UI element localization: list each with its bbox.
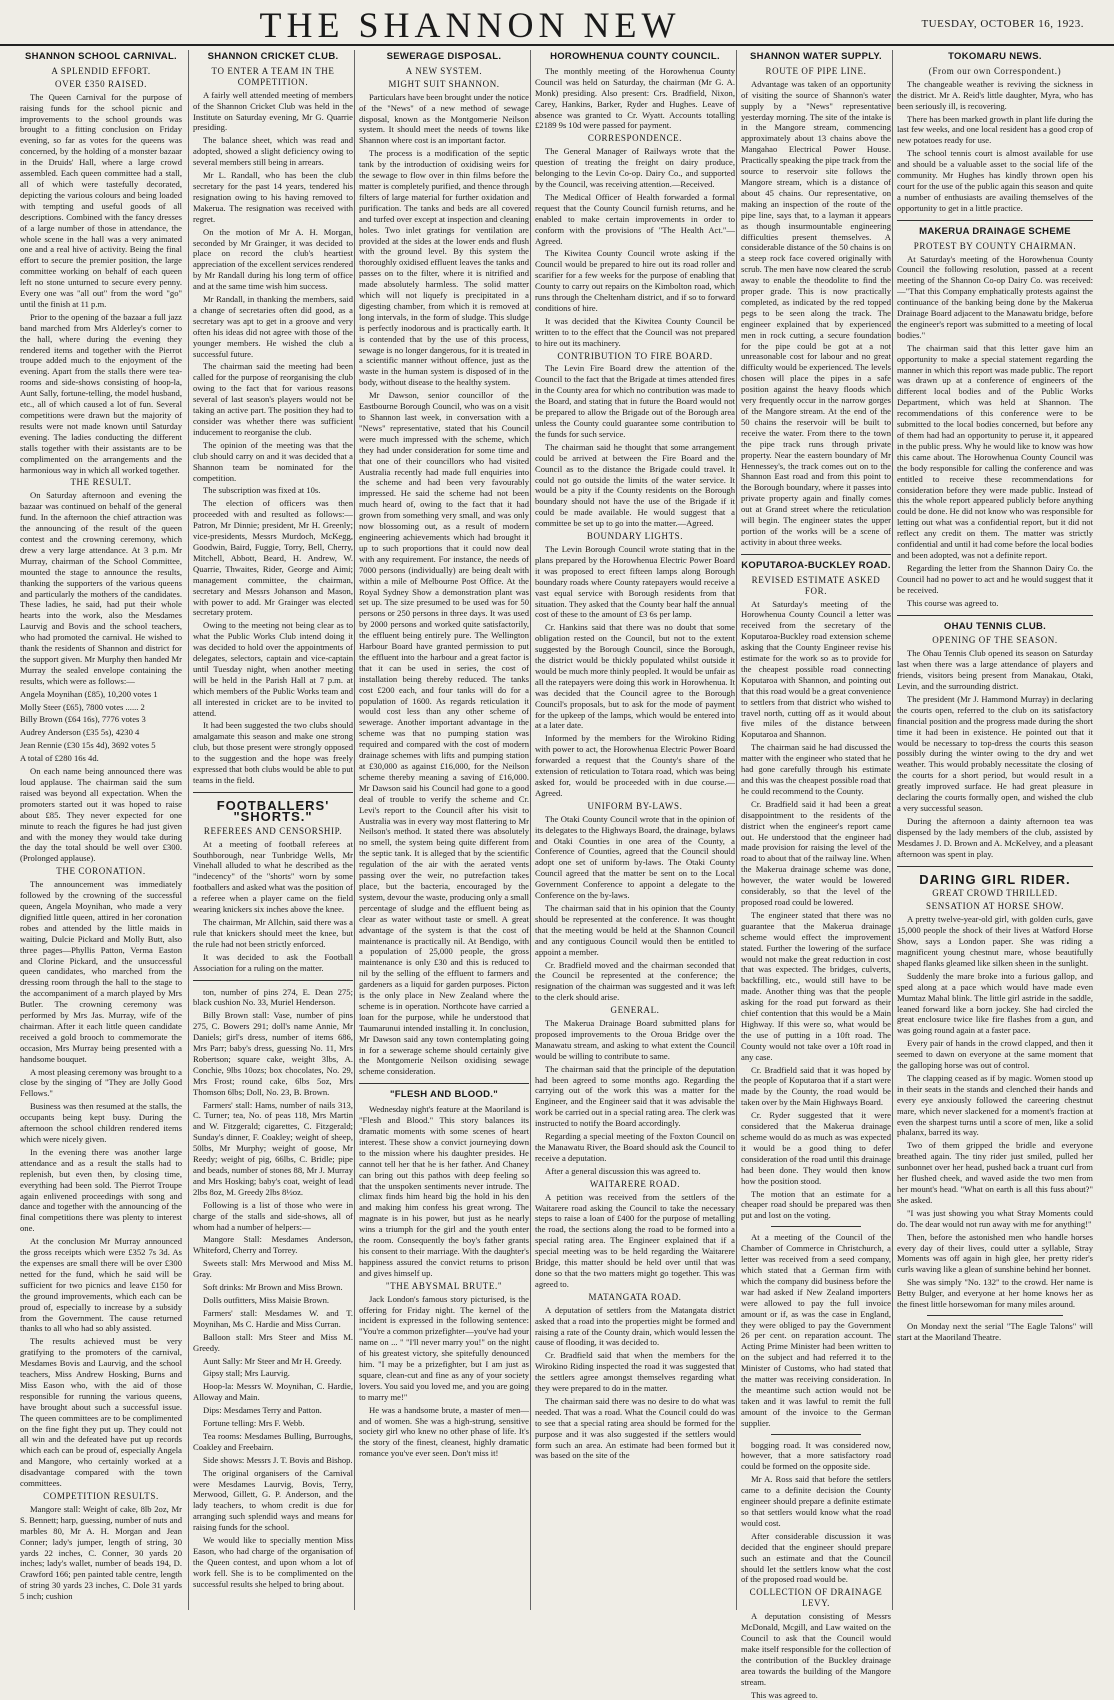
paragraph: Soft drinks: Mr Brown and Miss Brown. [193, 1282, 353, 1293]
section-heading: UNIFORM BY-LAWS. [535, 801, 735, 812]
result-row: Jean Rennie (£30 15s 4d), 3692 votes 5 [20, 740, 182, 751]
masthead [0, 0, 1114, 46]
paragraph: Wednesday night's feature at the Maoriland is "Flesh and Blood." This story balances its dramatic moments with some scenes of heart interest. These show a convict journeying down to the mission where his daughter presides. He cannot tell her that he is her father. And Chaney can bring out this pathos with deep feeling so that the unspoken sentiments never intrude. The climax finds him heard big the hold in his den and making him confess his great wrong. The magnate is in his power, but just as he nearly wins a triumph for the girl and the youth enter the room. Consequently the boy's father grants his consent to their marriage. With the daughter's happiness assured the convict returns to prison and gives himself up. [359, 1104, 529, 1279]
paragraph: The announcement was immediately followed by the crowning of the successful queen, Angela Moynihan, who made a very dignified little queen, attired in her coronation robes and attended by the little maids in waiting, Dulcie Pickard and Molly Butt, also three pages—Phyllis Patton, Verma Easton and Clorine Pickard, and the unsuccessful queen candidates, who marched from the dressing room through the hall to the stage to the accompaniment of a march played by Mrs Butler. The crowning ceremony was performed by Mrs Jas. Murray, wife of the chairman. After it each little queen candidate received a gold brooch to commemorate the occasion, Mrs Murray being presented with a handsome bouquet. [20, 879, 182, 1064]
subhead: OPENING OF THE SEASON. [897, 635, 1093, 646]
paragraph: ton, number of pins 274, E. Dean 275; black cushion No. 33, Muriel Henderson. [193, 987, 353, 1009]
divider [193, 980, 353, 981]
column-6 [892, 50, 1097, 1610]
paragraph: Business was then resumed at the stalls, the occupants being kept busy. During the afternoon the school children rendered items which were nicely given. [20, 1101, 182, 1145]
paragraph: Cr. Bradfield said it had been a great disappointment to the residents of the district when the engineer's report came out. He understood that the engineer had made provision for raising the level of the road to about that of the railway line. When the Makerua drainage scheme was done, however, the water would be lowered considerably, so that the level of the proposed road could be lowered. [741, 799, 891, 908]
column-1 [20, 50, 186, 1610]
paragraph: The chairman said that in his opinion that the County should be represented at the conference. It was thought that the meeting would be held at the Shannon Council and any contiguous Council would then be entitled to appoint a member. [535, 903, 735, 958]
paragraph: Cr. Bradfield said that it was hoped by the people of Koputaroa that if a start were made by the County, the road would be taken over by the Main Highways Board. [741, 1065, 891, 1109]
divider [741, 554, 891, 555]
paragraph: The General Manager of Railways wrote that the question of treating the freight on dairy produce, belonging to the Levin Co-op. Dairy Co., and supported by the Council, was receiving attention.—Received. [535, 146, 735, 190]
headline-flesh-and-blood: "FLESH AND BLOOD." [359, 1090, 529, 1101]
result-row: Angela Moynihan (£85), 10,200 votes 1 [20, 689, 182, 700]
section-heading: THE CORONATION. [20, 866, 182, 877]
divider [193, 792, 353, 793]
paragraph: Mangore Stall: Mesdames Anderson, Whiteford, Cherry and Torrey. [193, 1234, 353, 1256]
paragraph: The Medical Officer of Health forwarded a formal request that the County Council furnish returns, and he enabled to make certain improvements in order to conform with the provisions of "The Health Act."—Agreed. [535, 192, 735, 247]
paragraph: The balance sheet, which was read and adopted, showed a slight deficiency owing to several members still being in arrears. [193, 135, 353, 168]
headline-ohau-tennis: OHAU TENNIS CLUB. [897, 622, 1093, 633]
paragraph: Following is a list of those who were in charge of the stalls and side-shows, all of whom had a number of helpers:— [193, 1200, 353, 1233]
subhead: OVER £350 RAISED. [20, 79, 182, 90]
paragraph: The Otaki County Council wrote that in the opinion of its delegates to the Highways Board, the drainage, bylaws and Otaki Counties in one area of the County, a Conference of Counties, agreed that the Council should adopt one set of uniform by-laws. The Otaki County Council agreed that the matter be sent on to the Local Government Conference to appoint a delegate to the Conference on the by-laws. [535, 814, 735, 901]
paragraph: On Saturday afternoon and evening the bazaar was continued on behalf of the general fund. In the afternoon the chief attraction was the announcing of the result of the queen contest and the crowning ceremony, which drew a very large attendance. At 3 p.m. Mr Murray, chairman of the School Committee, mounted the stage to announce the results, thanking the supporters of the various queens and particularly the mothers of the candidates. These ladies, he said, had put their whole hearts into the work, also the Mesdames Laurvig and Bovis and the school teachers, who had promoted the carnival. He wished to thank the residents of Shannon and district for the support given. Mr Murphy then handed Mr Murray the sealed envelope containing the results, which were as follows:— [20, 490, 182, 686]
paragraph: Fortune telling: Mrs F. Webb. [193, 1418, 353, 1429]
paragraph: Sweets stall: Mrs Merwood and Miss M. Gray. [193, 1258, 353, 1280]
paragraph: Regarding the letter from the Shannon Dairy Co. the Council had no power to act and he would suggest that it be received. [897, 563, 1093, 596]
column-2 [188, 50, 357, 1610]
paragraph: Mr L. Randall, who has been the club secretary for the past 14 years, tendered his resignation owing to his having removed to Makerua. The resignation was received with regret. [193, 170, 353, 225]
divider [359, 1083, 529, 1084]
paragraph: The results achieved must be very gratifying to the promoters of the carnival, Mesdames Bovis and Laurvig, and the school teachers, Miss Andrew Hosking, Burns and Miss Eason who, with the aid of those responsible for running the various queens, have brought about such a successful issue. The queen committees are to be complimented on the fine fight they put up. They could not all win and the defeated have put up records which each can be proud of, especially Angela and Mangore, who certainly worked at a disadvantage compared with the town committees. [20, 1336, 182, 1489]
paragraph: A deputation of settlers from the Matangata district asked that a road into the properties might be formed and raising a rate of the County drain, which would lessen the cause of flooding, it was decided to. [535, 1305, 735, 1349]
section-heading: THE RESULT. [20, 477, 182, 488]
paragraph: In the evening there was another large attendance and as a result the stalls had to replenish, but even then, by closing time, everything had been sold. The Pierrot Troupe again enlivened proceedings with song and dance and together with the announcing of the final competitions there was plenty to interest one. [20, 1147, 182, 1234]
paragraph: Informed by the members for the Wirokino Riding with power to act, the Horowhenua Electric Power Board forwarded a request that the County's share of the extension of reticulation to Totara road, which was being asked for, would be proceeded with in due course.—Agreed. [535, 733, 735, 798]
paragraph: Owing to the meeting not being clear as to what the Public Works Club intend doing it was decided to hold over the appointments of delegates, selectors, captain and vice-captain until Tuesday night, when another meeting will be held in the Parish Hall at 7 p.m. at which members of the Public Works team and all interested in cricket are to be invited to attend. [193, 620, 353, 718]
headline-footballers-shorts: FOOTBALLERS' "SHORTS." [193, 801, 353, 823]
headline-school-carnival: SHANNON SCHOOL CARNIVAL. [20, 52, 182, 63]
divider [927, 1315, 1063, 1316]
paragraph: The chairman said there was no desire to do what was needed. That was a road. What the Council could do was to see that a special rating area should be formed for the purpose and it was also suggested if the settlers would form such an area. An estimate had been formed but it was based on the site of the [535, 1396, 735, 1461]
paragraph: Advantage was taken of an opportunity of visiting the source of Shannon's water supply by a "News" representative yesterday morning. The site of the intake is in the Mangore stream, commencing approximately about 13 chains above the Mangahao Electrical Power House. Practically speaking the pipe track from the source to reservoir site follows the Mangore stream, which is a distance of about 45 chains. Our representative, on making an inspection of the route of the pipe line, says that, to a layman it appears as though insurmountable engineering difficulties present themselves. A considerable distance of the 50 chains is on a steep rock face covered originally with scrub. The men have now cleared the scrub away to enable the theodolite to find the proper grade. This is now practically completed, as indicated by the red topped pegs to be seen along the track. The engineer explained that by experienced men in rock cutting, a secure foundation for the pipe could be got at a not unreasonable cost for labour and no great difficulty would be experienced. The levels chosen will place the pipes in a safe position against the heavy floods which very frequently occur in the narrow gorges of the Mangore stream. At the end of the 50 chains the reservoir will be built to receive the water. From there to the town the pipe track runs through private property. Near the eastern boundary of Mr Hennessey's, the track comes out on to the Shannon East road and from this point to the Borough boundary, where it passes into private property again and finally comes out at Grand street where the reticulation will begin. The engineer states the upper portion of the works will be a scene of activity in about three weeks. [741, 79, 891, 548]
headline-cricket-club: SHANNON CRICKET CLUB. [193, 52, 353, 63]
section-heading: BOUNDARY LIGHTS. [535, 531, 735, 542]
paragraph: The school tennis court is almost available for use and should be a valuable asset to the social life of the community. Mr Hughes has kindly thrown open his court for the use of the public again this season and quite a number of enthusiasts are availing themselves of the opportunity to get in a little practice. [897, 148, 1093, 213]
result-row: Billy Brown (£64 16s), 7776 votes 3 [20, 714, 182, 725]
paragraph: At a meeting of the Council of the Chamber of Commerce in Christchurch, a letter was received from a seed company, which stated that a German firm with which the company did business before the war had asked if New Zealand importers were allowed to pay the full invoice amount or if, as was the case in England, they were obliged to pay the Government 26 per cent. on reparation account. The Acting Prime Minister had been written to on the subject and had referred it to the Minister of Customs, who had stated that the matter was receiving consideration. In the meantime such action would not be taken and it was lawful to remit the full amount of the invoice to the German supplier. [741, 1232, 891, 1428]
paragraph: Jack London's famous story picturised, is the offering for Friday night. The kernel of the incident is expressed in the following sentence: "You're a common prizefighter—you've had your name on ... " "I'll never marry you!" on the night of his greatest victory, she spitefully denounced him. "I may be a prizefighter, but I am just as square, clean-cut and fine as any of your society lovers. You said you loved me, and you are going to marry me!" [359, 1294, 529, 1403]
paragraph: Particulars have been brought under the notice of the "News" of a new method of sewage disposal, known as the Montgomerie Neilson system. It should meet the needs of towns like Shannon where cost is an important factor. [359, 92, 529, 147]
paragraph: Mr Randall, in thanking the members, said a change of secretaries often did good, as a secretary was apt to get in a groove and very often his ideas did not agree with those of the younger members. He wished the club a successful future. [193, 294, 353, 359]
headline-tokomaru-news: TOKOMARU NEWS. [897, 52, 1093, 63]
result-total: A total of £280 16s 4d. [20, 753, 182, 764]
paragraph: Then, before the astonished men who handle horses every day of their lives, could utter a syllable, Stray Moments was off again in high glee, her pretty rider's curls waving like a glean of sunshine behind her bonnet. [897, 1232, 1093, 1276]
paragraph: Cr. Bradfield moved and the chairman seconded that the Council be represented at the conference; the resignation of the chairman was suggested and it was left to the clerk should arise. [535, 960, 735, 1004]
paragraph: At Saturday's meeting of the Horowhenua County Council a letter was received from the secretary of the Koputaroa-Buckley road extension scheme asking that the County Engineer revise his estimate for the work so as to provide for the cheapest possible road connecting Koputaroa with Shannon, and pointing out that this road would be a great convenience to settlers from that district who wished to travel north, cutting off as it would about five miles of the distance between Koputaroa and Shannon. [741, 599, 891, 741]
paragraph: The chairman, Mr Allchin, said there was a rule that knickers should meet the knee, but the rule had not been strictly enforced. [193, 917, 353, 950]
headline-makerua-drainage: MAKERUA DRAINAGE SCHEME [897, 227, 1093, 238]
section-heading: CORRESPONDENCE. [535, 133, 735, 144]
subhead: ROUTE OF PIPE LINE. [741, 66, 891, 77]
paragraph: Farmers' stall: Hams, number of nails 313, C. Turner; tea, No. of peas 118, Mrs Martin and W. Fitzgerald; cigarettes, C. Fitzgerald; Sunday's dinner, F. Coakley; weight of sheep, 50lbs, Mr Murphy; weight of goose, Mr Reedy; weight of pig, 66lbs, C. Bridle; pipe and beads, number of stones 88, Mr J. Murray and Mrs Hosking; baby's coat, weight of lead 2lbs 8oz, M. Greedy 2lbs 8½oz. [193, 1100, 353, 1198]
divider [897, 615, 1093, 616]
result-row: Molly Steer (£65), 7800 votes ...... 2 [20, 702, 182, 713]
paragraph: Mr A. Ross said that before the settlers came to a definite decision the County engineer should prepare a definite estimate so that settlers would know what the road would cost. [741, 1474, 891, 1529]
paragraph: After a general discussion this was agreed to. [535, 1166, 735, 1177]
paragraph: The election of officers was then proceeded with and resulted as follows:— Patron, Mr Dinnie; president, Mr H. Greenly; vice-presidents, Messrs Murdoch, McKegg, Goodwin, Baird, Fuggie, Torry, Bell, Cherry, Mitchell, Abbott, Beard, H. Andrew, W. Quarrie, Thwaites, Rider, George and Aimi; management committee, the chairman, secretary and Messrs Johanson and Mason, with power to add. Mr Grainger was elected secretary protem. [193, 498, 353, 618]
section-heading: MATANGATA ROAD. [535, 1292, 735, 1303]
headline-county-council: HOROWHENUA COUNTY COUNCIL. [535, 52, 735, 63]
paragraph: The clapping ceased as if by magic. Women stood up in their seats in the stands and clenched their hands and every eye anxiously followed the careering chestnut mare, which never slackened for a moment's fraction at even the sharpest turns until a score of men, like a solid phalanx, barred its way. [897, 1073, 1093, 1138]
paragraph: Billy Brown stall: Vase, number of pins 275, C. Bowers 291; doll's name Annie, Mr Daniels; girl's dress, number of items 686, Mrs Parr; baby's dress, guessing No. 11, Mrs Robertson; square cake, weight 3lbs, A. Conchie, 9lbs 10ozs; box chocolates, No. 29, Mrs Frost; round cake, 6lbs 5oz, Mrs Thomson 6lbs; Doll, No. 23, B. Brown. [193, 1010, 353, 1097]
paragraph: He was a handsome brute, a master of men—and of women. She was a high-strung, sensitive society girl who knew no other phase of life. It's the story of the finest, cleanest, highly dramatic romance you've ever seen. Don't miss it! [359, 1405, 529, 1460]
section-heading: COMPETITION RESULTS. [20, 1491, 182, 1502]
paragraph: The monthly meeting of the Horowhenua County Council was held on Saturday, the chairman (Mr G. A. Monk) presiding. Also present: Crs. Bradfield, Nixon, Carey, Hankins, Barker, Ryder and Hughes. Leave of absence was granted to Cr. Wyatt. Accounts totalling £2189 9s 10d were passed for payment. [535, 66, 735, 131]
headline-sewerage-disposal: SEWERAGE DISPOSAL. [359, 52, 529, 63]
paragraph: Mangore stall: Weight of cake, 8lb 2oz, Mr S. Bennett; harp, guessing, number of nuts and marbles 80, Mr A. H. Morgan and Jean Conner; lady's jumper, length of string, 30 yards 22 inches, C. Conner, 30 yards 20 inches; lady's wallet, number of beads 194, D. Crawford 166; pen painted table centre, length of string 30 yards 23 inches, C. Dole 31 yards 5 inch; cushion [20, 1504, 182, 1602]
paragraph: The subscription was fixed at 10s. [193, 485, 353, 496]
paragraph: The original organisers of the Carnival were Mesdames Laurvig, Bovis, Terry, Merwood, Gillett, G. P. Anderson, and the lady teachers, to whom credit is due for arranging such splendid ways and means for raising funds for the school. [193, 1468, 353, 1533]
paragraph: Dolls outfitters, Miss Maisie Brown. [193, 1295, 353, 1306]
paragraph: The opinion of the meeting was that the club should carry on and it was decided that a Shannon team be nominated for the competition. [193, 440, 353, 484]
paragraph: The Queen Carnival for the purpose of raising funds for the school picnic and improvements to the school grounds was brought to a fitting conclusion on Friday evening, so far as votes for the queens was concerned, by the holding of a monster bazaar in the Druids' Hall, where a large crowd assembled. Each queen committee had a stall, all of which were tastefully decorated, depicting the various colours and being loaded with tempting and useful goods of all descriptions. Combined with the fancy dresses of a large number of those in attendance, the whole scene in the hall was a very animated one and a real hive of activity. Being the final effort to secure the premier position, the large committee working on behalf of each queen left no stone unturned to secure every penny. Every one was "all out" from the word "go" until the finish at 11 p.m. [20, 92, 182, 310]
paragraph: On each name being announced there was loud applause. The chairman said the sum raised was beyond all expectation. When the promoters started out it was hoped to raise about £85. They never expected for one minute to reach the figures he had just given and with the money they would take during the day the total should be well over £300. (Prolonged applause). [20, 766, 182, 864]
paragraph: Cr. Bradfield said that when the members for the Wirokino Riding inspected the road it was suggested that the settlers agree amongst themselves regarding what they were prepared to do in the matter. [535, 1350, 735, 1394]
paragraph: This was agreed to. [741, 1690, 891, 1700]
subhead: A NEW SYSTEM. [359, 66, 529, 77]
paragraph: It had been suggested the two clubs should amalgamate this season and make one strong club, but those present were strongly opposed to the suggestion and the hope was freely expressed that both clubs would be able to put teams in the field. [193, 720, 353, 785]
paragraph: The Levin Borough Council wrote stating that in the plans prepared by the Horowhenua Electric Power Board it was proposed to erect fifteen lamps along Borough boundary roads where County ratepayers would receive a vast equal service with Borough residents from that situation. They asked that the County bear half the annual cost of these to the amount of £3 6s per lamp. [535, 544, 735, 620]
divider [897, 220, 1093, 221]
paragraph: Hoop-la: Messrs W. Moynihan, C. Hardie, Alloway and Main. [193, 1381, 353, 1403]
paragraph: A deputation consisting of Messrs McDonald, Mcgill, and Law waited on the Council to ask that the Council would make itself responsible for the collection of the contribution of the Buckley drainage area towards the building of the Mangore stream. [741, 1611, 891, 1687]
newspaper-title: THE SHANNON NEW [120, 4, 820, 46]
paragraph: At Saturday's meeting of the Horowhenua County Council the following resolution, passed at a recent meeting of the Shannon Co-op Dairy Co. was received:—"That this Company emphatically protests against the continuance of the banking being done by the Makerua Drainage Board adjacent to the Manawatu bridge, before the engineer's report was submitted to a meeting of local bodies." [897, 254, 1093, 341]
paragraph: The chairman said the meeting had been called for the purpose of reorganising the club owing to the fact that for various reasons several of last season's players would not be taking an active part. The position they had to consider was whether there was sufficient inducement to reorganise the club. [193, 361, 353, 437]
paragraph: She was simply "No. 132" to the crowd. Her name is Betty Bulger, and everyone at her home knows her as the finest little horsewoman for many miles around. [897, 1277, 1093, 1310]
paragraph: On the motion of Mr A. H. Morgan, seconded by Mr Grainger, it was decided to place on record the club's heartiest appreciation of the excellent services rendered by Mr Randall during his long term of office and at the same time wish him success. [193, 227, 353, 292]
paragraph: Suddenly the mare broke into a furious gallop, and sped along at a pace which would have made even Mumtaz Mahal blink. The little girl astride in the saddle, leaned forward like a born jockey. She had circled the great enclosure twice like fire flashes from a gun, and was going round again at a faster pace. [897, 971, 1093, 1036]
subhead: REFEREES AND CENSORSHIP. [193, 826, 353, 837]
paragraph: The changeable weather is reviving the sickness in the district. Mr A. Reid's little daughter, Myra, who has been seriously ill, is recovering. [897, 79, 1093, 112]
paragraph: The chairman said that this letter gave him an opportunity to make a special statement regarding the manner in which this report was made public. The report was drawn up at a conference of engineers of the different local bodies and of the Public Works Department, which was held at Shannon. The recommendations of this conference were to be submitted to the local bodies concerned, but before any of them had had an opportunity to peruse it, it appeared in the public press. Why he would like to know was how this came about. The Horowhenua County Council was the body responsible for calling the conference and was entitled to receive these recommendations for consideration before they were made public. Instead of this the whole report appeared publicly before anything could be done. He did not know who was responsible for letting out what was a confidential report, but it did not reflect any credit on them. The matter was strictly confidential and until it had come before the local bodies and been adopted, was not a definite report. [897, 343, 1093, 561]
divider [771, 1226, 861, 1227]
paragraph: The Levin Fire Board drew the attention of the Council to the fact that the Brigade at times attended fires in the County area for which no contribution was made to the Board, and stating that in future the Board would not be prepared to allow the Brigade out of the Borough area unless the County could guarantee some contribution to the funds for such service. [535, 363, 735, 439]
paragraph: It was decided that the Kiwitea County Council be written to to the effect that the Council was not prepared to hire out its machinery. [535, 316, 735, 349]
paragraph: The chairman said he thought that some arrangement could be arrived at between the Fire Board and the Council as to the distance the Brigade could travel. It could not go outside the limits of the water service. It would be a pity if the County residents on the Borough boundary should not have the use of the Brigade if it could be made available. He would suggest that a committee be set up to go into the matter.—Agreed. [535, 442, 735, 529]
paragraph: Farmers' stall: Mesdames W. and T. Moynihan, Ms C. Hardie and Miss Curran. [193, 1308, 353, 1330]
paragraph: Regarding a special meeting of the Foxton Council on the Manawatu River, the Board should ask the Council to receive a deputation. [535, 1131, 735, 1164]
column-4 [530, 50, 739, 1610]
subhead: MIGHT SUIT SHANNON. [359, 79, 529, 90]
subhead: SENSATION AT HORSE SHOW. [897, 901, 1093, 912]
paragraph: The chairman said he had discussed the matter with the engineer who stated that he had gone carefully through his estimate and this was the cheapest possible road that he could recommend to the County. [741, 742, 891, 797]
subhead: PROTEST BY COUNTY CHAIRMAN. [897, 241, 1093, 252]
paragraph: Balloon stall: Mrs Steer and Miss M. Greedy. [193, 1332, 353, 1354]
results-list [20, 689, 182, 764]
paragraph: After considerable discussion it was decided that the engineer should prepare such an estimate and that the Council should let the settlers know what the cost of the proposed road would be. [741, 1531, 891, 1586]
paragraph: Mr Dawson, senior councillor of the Eastbourne Borough Council, who was on a visit to Shannon last week, in conversation with a "News" representative, stated that his Council were much impressed with the scheme, which they had under consideration for some time and that one of their councillors who had visited Australia recently had made full enquiries into the scheme and had been very favourably impressed. He said the scheme had not been much heard of, owing to the fact that it had grown from something very small, and was only now blossoming out, as a result of modern engineering achievements which had brought it up to such proportions that it could now deal with any requirement. For instance, the needs of 7000 persons (individually) are being dealt with within a mile of Melbourne Post Office. At the Royal Sydney Show a demonstration plant was set up. The size presumed to be used was for 50 persons or 250 persons in three days. It was used by 2000 persons and worked quite satisfactorily, the effluent being entirely pure. The Wellington Harbour Board have granted permission to put the effluent into the harbour and a great factor is that it can be used in series, the cost of installation being thereby reduced. The tanks cost £200 each, and four tanks will do for a population of 1600. As regards reticulation it would cost less than any other scheme of sewerage. Another important advantage in the scheme was that no pumping station was required and compared with the cost of modern drainage schemes with lifts and pumping station at £30,000 as against £16,000, for the Neilson scheme thereby meaning a saving of £16,000. Mr Dawson said his Council had gone to a good deal of trouble to verify the scheme and Cr. Levi's report to the Council after his visit to Australia was in every way most flattering to Mr Neilson's method. It stated there was absolutely no smell, the system being quite different from the septic tank. It is alleged that by the scientific regulation of the air with the aerated vents passing over the weir, no putrefaction takes place, but the bacteria, encouraged by the system, devour the waste, producing only a small percentage of sludge and the effluent being as clear as water without taste or smell. A great advantage of the system is that the cost of maintenance is practically nil. At Bendigo, with a population of 25,000 people, the gross maintenance is only £30 and this is reduced to nil by the selling of the effluent to farmers and gardeners as a liquid for garden purposes. Picton is the only place in New Zealand where the scheme is in operation. Northcote have carried a loan for the purpose, while he understood that Taumarunui intended installing it. In conclusion, Mr Dawson said any town contemplating going in for a sewerage scheme should certainly give the Montgomerie Neilson oxidising sewage scheme consideration. [359, 390, 529, 1077]
paragraph: The chairman said that the principle of the deputation had been agreed to some months ago. Regarding the carrying out of the work this was a matter for the Engineer, and the Engineer said that it was advisable the work be carried out in a special rating area. The clerk was instructed to notify the Board accordingly. [535, 1064, 735, 1129]
paragraph: This course was agreed to. [897, 598, 1093, 609]
paragraph: A fairly well attended meeting of members of the Shannon Cricket Club was held in the Institute on Saturday evening, Mr G. Quarrie presiding. [193, 90, 353, 134]
paragraph: On Monday next the serial "The Eagle Talons" will start at the Maoriland Theatre. [897, 1321, 1093, 1343]
paragraph: Every pair of hands in the crowd clapped, and then it seemed to dawn on everyone at the same moment that the galloping horse was out of control. [897, 1038, 1093, 1071]
section-heading: COLLECTION OF DRAINAGE LEVY. [741, 1587, 891, 1609]
headline-daring-girl-rider: DARING GIRL RIDER. [897, 875, 1093, 886]
section-heading: CONTRIBUTION TO FIRE BOARD. [535, 351, 735, 362]
issue-date: TUESDAY, OCTOBER 16, 1923. [921, 18, 1084, 30]
paragraph: Prior to the opening of the bazaar a full jazz band marched from Mrs Alderley's corner to the hall, where during the evening they rendered items and together with the Pierrot troupe added much to the enjoyment of the evening. Apart from the stalls there were tea-rooms and side-shows consisting of hoop-la, Aunt Sally, fortune-telling, the model husband, etc., all of which caused a lot of fun. Several competitions were drawn but the majority of results were not made known until Saturday evening. The ladies conducting the different stalls together with their assistants are to be complimented on the arrangements and the harmonious way in which all worked together. [20, 312, 182, 476]
result-row: Audrey Anderson (£35 5s), 4230 4 [20, 727, 182, 738]
paragraph: The engineer stated that there was no guarantee that the Makerua drainage scheme would effect the improvement stated. Further the lowering of the surface would not make the great reduction in cost that was expected. The bridges, culverts, backfilling, etc., would still have to be made. Another thing was that the people asking for the road put forward as their chief contention that this would be a Main Highway. If this were so, what would be the use of putting in a 10ft road. The County would not take over a 10ft road in any case. [741, 910, 891, 1063]
divider [771, 1434, 861, 1435]
paragraph: At a meeting of football referees at Southborough, near Tunbridge Wells, Mr Vinehall alluded to what he described as the "indecency" of the "shorts" worn by some footballers and asked what was the position of a referee when a player came on the field wearing knickers six inches above the knee. [193, 839, 353, 915]
column-3 [354, 50, 533, 1610]
paragraph: There has been marked growth in plant life during the last few weeks, and one local resident has a good crop of new potatoes ready for use. [897, 114, 1093, 147]
paragraph: "I was just showing you what Stray Moments could do. The dear would not run away with me for anything!" [897, 1208, 1093, 1230]
section-heading: "THE ABYSMAL BRUTE." [359, 1281, 529, 1292]
paragraph: The Kiwitea County Council wrote asking if the Council would be prepared to hire out its road roller and scarifier for a few weeks for the purpose of enabling that County to carry out repairs on the Kimbolton road, which runs through the Cheltenham district, and if so to forward conditions of hire. [535, 248, 735, 313]
headline-water-supply: SHANNON WATER SUPPLY. [741, 52, 891, 63]
paragraph: It was decided to ask the Football Association for a ruling on the matter. [193, 952, 353, 974]
paragraph: Side shows: Messrs J. T. Bovis and Bishop. [193, 1455, 353, 1466]
paragraph: We would like to specially mention Miss Eason, who had charge of the organisation of the Queen contest, and upon whom a lot of work fell. She is to be complimented on the successful results she helped to bring about. [193, 1535, 353, 1590]
paragraph: During the afternoon a dainty afternoon tea was dispensed by the lady members of the club, assisted by Mesdames J. D. Brown and A. McKelvey, and a pleasant afternoon was spent in play. [897, 816, 1093, 860]
paragraph: The process is a modification of the septic tank by the introduction of oxidising weirs for the sewage to flow over in thin films before the matter is completely purified, and thence through filters of large material for further oxidation and purification. The tanks and beds are all covered and turfed over except at inspection and cleaning holes. Two inlet gratings for ventilation are provided at the sides at the lower ends and flush with the ground level. By this system the thoroughly oxidised effluent leaves the tanks and passes on to the filter, where it is nitrified and made absolutely harmless. The solid matter which will not liquefy is precipitated in a digesting chamber, from which it is removed at long intervals, in the form of sludge. This sludge is perfectly inodorous and is practically earth. It is contended that by the use of this process, sewage is no longer dangerous, for it is treated in a scientific manner without offence, just as the waste in the human system is disposed of in the body, without disease to the healthy system. [359, 148, 529, 388]
divider [897, 866, 1093, 867]
paragraph: bogging road. It was considered now, however, that a more satisfactory road could be formed on the opposite side. [741, 1440, 891, 1473]
paragraph: A pretty twelve-year-old girl, with golden curls, gave 15,000 people the shock of their lives at Watford Horse Show, says a London paper. She was riding a magnificent young chestnut mare, whose beautifully shaped flanks gleamed like silken sheen in the sunlight. [897, 914, 1093, 969]
headline-koputaroa-road: KOPUTAROA-BUCKLEY ROAD. [741, 561, 891, 572]
paragraph: Tea rooms: Mesdames Bulling, Burroughs, Coakley and Freebairn. [193, 1431, 353, 1453]
subhead: GREAT CROWD THRILLED. [897, 888, 1093, 899]
paragraph: A most pleasing ceremony was brought to a close by the singing of "They are Jolly Good Fellows." [20, 1067, 182, 1100]
paragraph: The president (Mr J. Hammond Murray) in declaring the courts open, referred to the club on its satisfactory financial position and the progress made during the short time it had been in existence. He pointed out that it would be necessary to top-dress the courts this season possibly during the winter owing to the dry and wet weather. This would probably necessitate the closing of the courts for a short period, but would result in a greatly improved surface. He had great pleasure in declaring the courts formally open, and wished the club a very successful season. [897, 694, 1093, 814]
paragraph: Aunt Sally: Mr Steer and Mr H. Greedy. [193, 1356, 353, 1367]
subhead: REVISED ESTIMATE ASKED FOR. [741, 575, 891, 597]
byline: (From our own Correspondent.) [897, 66, 1093, 77]
subhead: A SPLENDID EFFORT. [20, 66, 182, 77]
paragraph: Cr. Ryder suggested that it were considered that the Makerua drainage scheme would do as much as was expected it would be a good thing to defer consideration of the road until this drainage had been done. They would then know how the position stood. [741, 1110, 891, 1186]
paragraph: A petition was received from the settlers of the Waitarere road asking the Council to take the necessary steps to raise a loan of £400 for the purpose of metalling the road, the sections along the road to be formed into a special rating area. The Engineer explained that if a special meeting was to be held regarding the Waitarere Bridge, this matter should be held over until that was done so that the two matters might go together. This was agreed to. [535, 1192, 735, 1290]
paragraph: At the conclusion Mr Murray announced the gross receipts which were £352 7s 3d. As the expenses are small there will be over £300 netted for the fund, which he said will be sufficient for two picnics and leave £150 for the ground improvements, which each can be proud of, especially to increase by a subsidy from the Government. The cause returned thanks to all who had so ably assisted. [20, 1236, 182, 1334]
paragraph: Dips: Mesdames Terry and Patton. [193, 1405, 353, 1416]
paragraph: The motion that an estimate for a cheaper road should be prepared was then put and lost on the voting. [741, 1189, 891, 1222]
paragraph: The Ohau Tennis Club opened its season on Saturday last when there was a large attendance of players and friends, visitors being present from Manakau, Otaki, Levin, and the surrounding district. [897, 648, 1093, 692]
column-5 [736, 50, 895, 1610]
paragraph: Two of them gripped the bridle and everyone breathed again. The tiny rider just smiled, pulled her sunbonnet over her head, pushed back a truant curl from her flushed cheek, and waved aside the two men from her mount's head. "What on earth is all this fuss about?" she asked. [897, 1140, 1093, 1205]
section-heading: WAITARERE ROAD. [535, 1179, 735, 1190]
paragraph: The Makerua Drainage Board submitted plans for proposed improvements to the Oroua Bridge over the Manawatu stream, and asking to what extent the Council would be willing to contribute to same. [535, 1018, 735, 1062]
section-heading: GENERAL. [535, 1005, 735, 1016]
paragraph: Gipsy stall; Mrs Laurvig. [193, 1368, 353, 1379]
subhead: TO ENTER A TEAM IN THE COMPETITION. [193, 66, 353, 88]
paragraph: Cr. Hankins said that there was no doubt that some obligation rested on the Council, but not to the extent suggested by the Borough Council, since the Borough, the district would be thickly populated whilst outside it would be much more thinly peopled. It would be unfair as all the ratepayers were doing this work in Horowhenua. It was decided that the Council agree to the Borough Council's proposals, but to ask for the mode of payment for the upkeep of the lamps, which would be entered into at a later date. [535, 622, 735, 731]
